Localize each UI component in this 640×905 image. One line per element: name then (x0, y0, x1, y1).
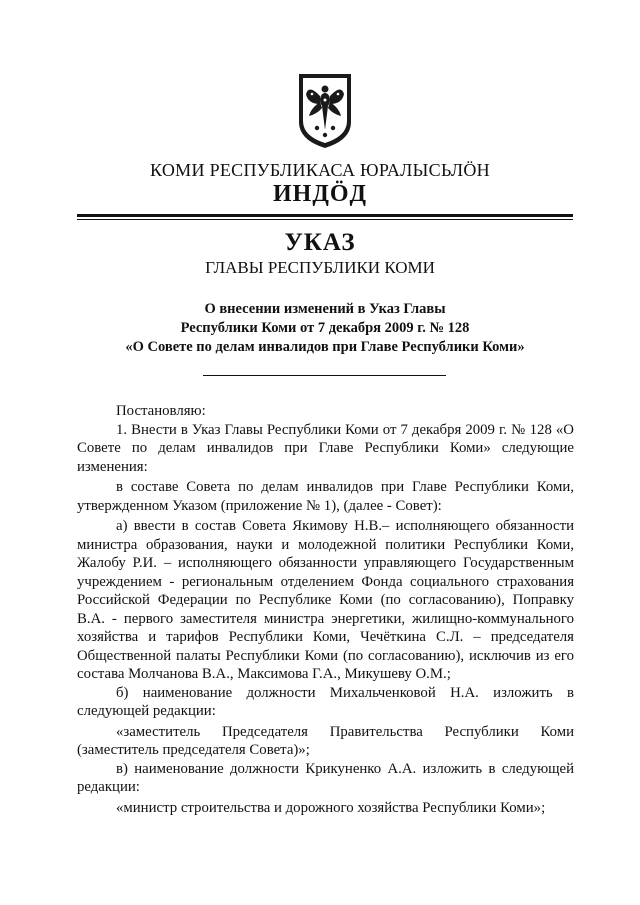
paragraph-decree-opening: Постановляю: (116, 403, 206, 419)
decree-body (77, 402, 574, 817)
paragraph-item-b: б) наименование должности Михальченковой Н.А. изложить в следующей редакции: (77, 684, 574, 719)
paragraph-item-a: а) ввести в состав Совета Якимову Н.В.– исполняющего обязанности министра образования, науки и молодежной политики Республики Коми, Жалобу Р.И. – исполняющего обязанности управляющего Государственным учреждением - региональным отделением Фонда социального страхования Российской Федерации по Республике Коми (по согласованию), Поправку В.А. - первого заместителя министра энергетики, жилищно-коммунального хозяйства и тарифов Республики Коми, Чечёткина С.Л. – председателя Общественной палаты Республики Коми (по согласованию), исключив из его состава Молчанова В.А., Максимова Г.А., Микушеву О.М.; (77, 518, 574, 682)
header-rule-thick (77, 214, 573, 217)
subject-line-1: О внесении изменений в Указ Главы (204, 301, 446, 317)
komi-republic-name: КОМИ РЕСПУБЛИКАСА ЮРАЛЫСЬЛÖН (150, 160, 490, 180)
indod-heading: ИНДÖД (272, 181, 368, 207)
paragraph-item-b-text: «заместитель Председателя Правительства Республики Коми (заместитель председателя Совета)»; (77, 723, 574, 758)
paragraph-council-composition: в составе Совета по делам инвалидов при Главе Республики Коми, утвержденном Указом (приложение № 1), (далее - Совет): (77, 479, 574, 514)
issuer-title: ГЛАВЫ РЕСПУБЛИКИ КОМИ (205, 258, 435, 277)
paragraph-item-c: в) наименование должности Крикуненко А.А. изложить в следующей редакции: (77, 760, 574, 795)
subject-underline (203, 375, 446, 376)
document-type-title: УКАЗ (284, 229, 356, 256)
header-rule-thin (77, 219, 573, 220)
decree-subject (60, 300, 590, 357)
paragraph-item-c-text: «министр строительства и дорожного хозяйства Республики Коми»; (116, 799, 546, 816)
subject-line-3: «О Совете по делам инвалидов при Главе Республики Коми» (125, 339, 525, 355)
subject-line-2: Республики Коми от 7 декабря 2009 г. № 128 (180, 320, 470, 336)
komi-coat-of-arms-icon (293, 70, 357, 150)
paragraph-item-1: 1. Внести в Указ Главы Республики Коми от 7 декабря 2009 г. № 128 «О Совете по делам инвалидов при Главе Республики Коми» следующие изменения: (77, 421, 574, 475)
